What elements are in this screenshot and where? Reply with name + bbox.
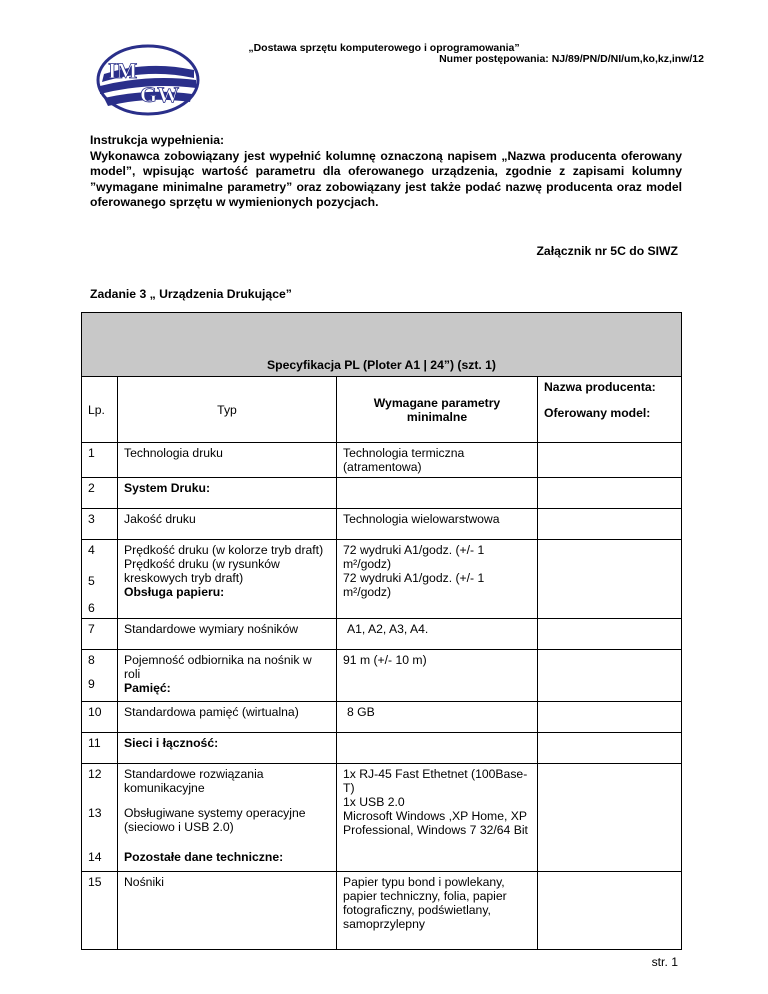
row-number: 7: [82, 619, 118, 650]
table-row: [82, 764, 682, 872]
col-header-producer: [538, 377, 682, 443]
row-section-heading: System Druku:: [118, 478, 337, 509]
offer-cell[interactable]: [538, 702, 682, 733]
row-requirement: Papier typu bond i powlekany, papier techniczny, folia, papier fotograficzny, podświetlany, samoprzylepny: [337, 872, 538, 950]
table-row: [82, 509, 682, 540]
producer-label: Nazwa producenta:: [544, 380, 656, 394]
instruction-body: Wykonawca zobowiązany jest wypełnić kolumnę oznaczoną napisem „Nazwa producenta oferowany model”, wpisując wartość parametru dla oferowanego urządzenia, zgodnie z zapisami kolumny ”wymagane minimalne parametry” oraz zobowiązany jest także podać nazwę producenta oraz model oferowanego sprzętu w wymienionych pozycjach.: [90, 148, 682, 210]
row-section-heading: Sieci i łączność:: [118, 733, 337, 764]
col-header-typ: Typ: [118, 377, 337, 443]
offer-cell[interactable]: [538, 509, 682, 540]
table-row: [82, 540, 682, 619]
page-number: str. 1: [651, 955, 678, 969]
offer-cell[interactable]: [538, 443, 682, 478]
row-number: 8 9: [82, 650, 118, 702]
row-number: 11: [82, 733, 118, 764]
header-title: „Dostawa sprzętu komputerowego i oprogramowania”: [248, 42, 520, 54]
row-requirement: A1, A2, A3, A4.: [337, 619, 538, 650]
task-title: Zadanie 3 „ Urządzenia Drukujące”: [90, 287, 292, 301]
row-requirement: 72 wydruki A1/godz. (+/- 1 m²/godz) 72 wydruki A1/godz. (+/- 1 m²/godz): [337, 540, 538, 619]
row-number: 3: [82, 509, 118, 540]
model-label: Oferowany model:: [544, 406, 651, 420]
offer-cell[interactable]: [538, 872, 682, 950]
instruction-block: [90, 133, 682, 211]
row-type: Prędkość druku (w kolorze tryb draft) Prędkość druku (w rysunków kreskowych tryb draft) Obsługa papieru:: [118, 540, 337, 619]
row-number: 10: [82, 702, 118, 733]
table-row: [82, 702, 682, 733]
offer-cell[interactable]: [538, 619, 682, 650]
logo-text-bottom: GW: [140, 82, 180, 107]
col-header-required: Wymagane parametry minimalne: [337, 377, 538, 443]
annex-label: Załącznik nr 5C do SIWZ: [536, 244, 678, 258]
header-procedure-number: Numer postępowania: NJ/89/PN/D/NI/um,ko,kz,inw/12: [439, 53, 704, 65]
row-number: 4 5 6: [82, 540, 118, 619]
offer-cell[interactable]: [538, 540, 682, 619]
col-header-lp: Lp.: [82, 377, 118, 443]
row-type: Standardowe rozwiązania komunikacyjne Obsługiwane systemy operacyjne (sieciowo i USB 2.0) Pozostałe dane techniczne:: [118, 764, 337, 872]
table-row: [82, 619, 682, 650]
row-type: Technologia druku: [118, 443, 337, 478]
offer-cell[interactable]: [538, 478, 682, 509]
logo-text-top: IM: [108, 58, 138, 83]
row-type: Standardowa pamięć (wirtualna): [118, 702, 337, 733]
imgw-logo: [90, 40, 200, 124]
row-number: 15: [82, 872, 118, 950]
offer-cell[interactable]: [538, 733, 682, 764]
table-row: [82, 443, 682, 478]
instruction-title: Instrukcja wypełnienia:: [90, 133, 225, 147]
table-row: [82, 478, 682, 509]
table-row: [82, 650, 682, 702]
row-type: Standardowe wymiary nośników: [118, 619, 337, 650]
table-title-cell: [82, 313, 682, 377]
row-requirement: Technologia wielowarstwowa: [337, 509, 538, 540]
row-type: Jakość druku: [118, 509, 337, 540]
offer-cell[interactable]: [538, 764, 682, 872]
table-row: [82, 872, 682, 950]
row-number: 2: [82, 478, 118, 509]
table-row: [82, 733, 682, 764]
row-number: 1: [82, 443, 118, 478]
row-requirement: 1x RJ-45 Fast Ethetnet (100Base-T) 1x USB 2.0 Microsoft Windows ,XP Home, XP Professional, Windows 7 32/64 Bit: [337, 764, 538, 872]
row-requirement: Technologia termiczna (atramentowa): [337, 443, 538, 478]
row-requirement: 8 GB: [337, 702, 538, 733]
offer-cell[interactable]: [538, 650, 682, 702]
spec-table: [81, 312, 682, 950]
row-type: Pojemność odbiornika na nośnik w roli Pamięć:: [118, 650, 337, 702]
table-title: Specyfikacja PL (Ploter A1 | 24”) (szt. 1): [267, 358, 496, 372]
row-number: 12 13 14: [82, 764, 118, 872]
row-requirement: 91 m (+/- 10 m): [337, 650, 538, 702]
row-type: Nośniki: [118, 872, 337, 950]
